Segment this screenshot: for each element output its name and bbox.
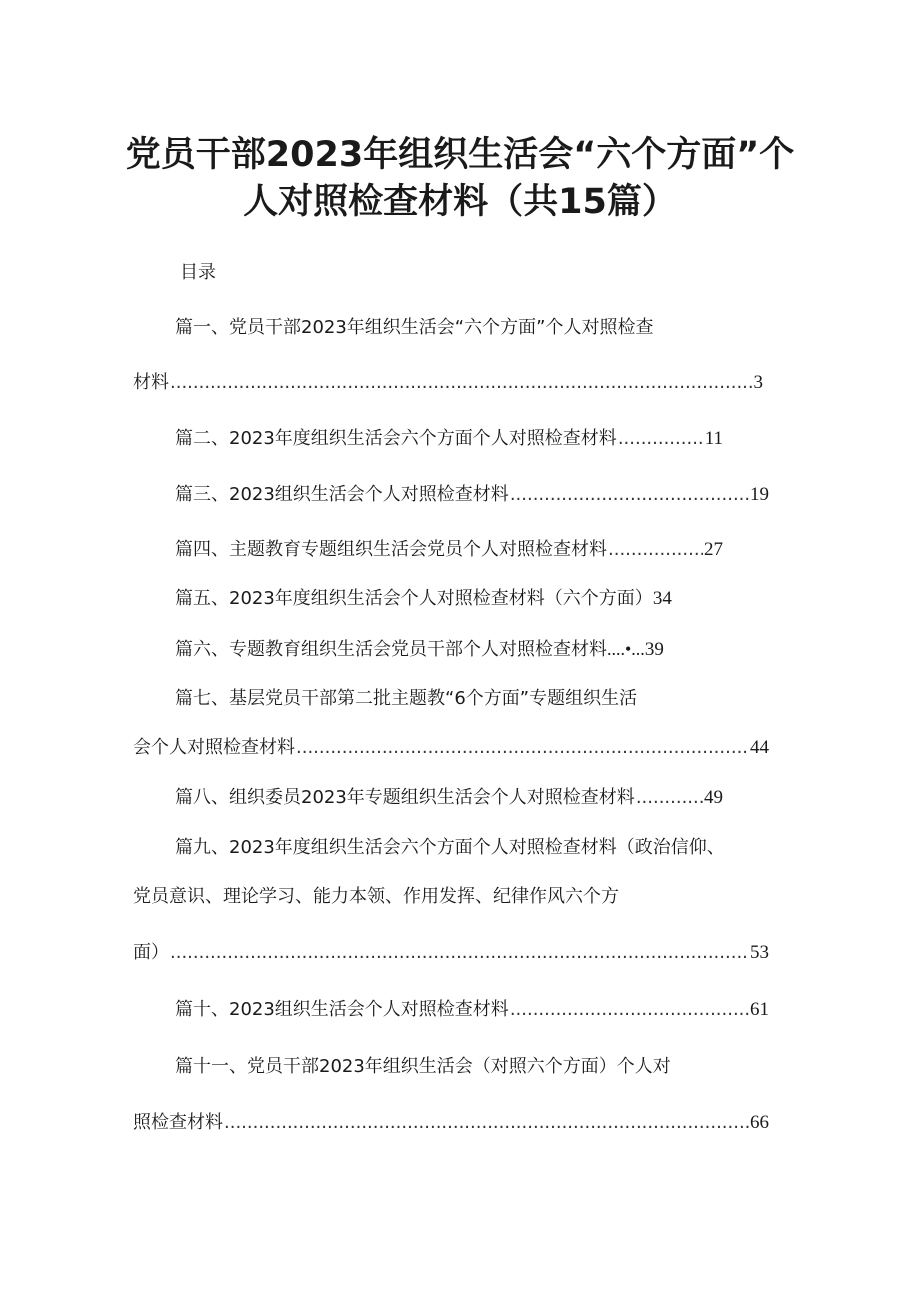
toc-entry-11-page: 66 bbox=[750, 1112, 769, 1133]
toc-entry-9-continuation-mid[interactable]: 党员意识、理论学习、能力本领、作用发挥、纪律作风六个方 bbox=[133, 886, 619, 907]
toc-heading: 目录 bbox=[180, 262, 216, 283]
toc-entry-6-page: 39 bbox=[644, 639, 664, 660]
toc-entry-8[interactable] bbox=[175, 785, 723, 811]
toc-entry-3-text: 篇三、2023组织生活会个人对照检查材料 bbox=[175, 484, 509, 505]
toc-entry-5-text: 篇五、2023年度组织生活会个人对照检查材料（六个方面） bbox=[175, 588, 653, 609]
toc-entry-2[interactable] bbox=[175, 426, 723, 452]
dot-leader bbox=[170, 370, 753, 396]
toc-entry-7-text[interactable]: 篇七、基层党员干部第二批主题教“6个方面”专题组织生活 bbox=[175, 688, 638, 709]
toc-entry-10[interactable] bbox=[175, 997, 769, 1023]
toc-entry-9-cont-text: 面） bbox=[133, 942, 169, 963]
toc-entry-10-page: 61 bbox=[750, 999, 769, 1020]
toc-entry-5-page: 34 bbox=[652, 588, 672, 609]
dot-leader bbox=[170, 940, 749, 966]
dot-leader bbox=[636, 785, 703, 811]
dot-leader bbox=[224, 1110, 749, 1136]
toc-entry-8-page: 49 bbox=[704, 787, 723, 808]
toc-entry-2-text: 篇二、2023年度组织生活会六个方面个人对照检查材料 bbox=[175, 428, 617, 449]
toc-entry-1-cont-text: 材料 bbox=[133, 372, 169, 393]
toc-entry-9-text[interactable]: 篇九、2023年度组织生活会六个方面个人对照检查材料（政治信仰、 bbox=[175, 837, 725, 858]
toc-entry-1-continuation[interactable] bbox=[133, 370, 763, 396]
toc-entry-11-cont-text: 照检查材料 bbox=[133, 1112, 223, 1133]
toc-entry-9-continuation[interactable] bbox=[133, 940, 769, 966]
toc-entry-11-continuation[interactable] bbox=[133, 1110, 769, 1136]
dot-leader bbox=[510, 997, 749, 1023]
toc-entry-9-page: 53 bbox=[750, 942, 769, 963]
toc-entry-6[interactable] bbox=[175, 636, 664, 663]
document-title-line-2: 人对照检查材料（共15篇） bbox=[243, 182, 677, 222]
toc-entry-2-page: 11 bbox=[704, 428, 723, 449]
toc-entry-6-leader-mark: ....•... bbox=[607, 639, 645, 659]
toc-entry-1-page: 3 bbox=[753, 372, 763, 393]
toc-entry-7-continuation[interactable] bbox=[133, 735, 769, 761]
dot-leader bbox=[296, 735, 749, 761]
toc-entry-4-text: 篇四、主题教育专题组织生活会党员个人对照检查材料 bbox=[175, 539, 607, 560]
toc-entry-6-text: 篇六、专题教育组织生活会党员干部个人对照检查材料 bbox=[175, 639, 607, 660]
toc-entry-3-page: 19 bbox=[750, 484, 769, 505]
toc-entry-11-text[interactable]: 篇十一、党员干部2023年组织生活会（对照六个方面）个人对 bbox=[175, 1056, 671, 1077]
toc-entry-5[interactable] bbox=[175, 586, 672, 612]
toc-entry-4-page: 27 bbox=[704, 539, 723, 560]
toc-entry-7-page: 44 bbox=[750, 737, 769, 758]
dot-leader bbox=[608, 537, 703, 563]
toc-entry-8-text: 篇八、组织委员2023年专题组织生活会个人对照检查材料 bbox=[175, 787, 635, 808]
toc-entry-1-text[interactable]: 篇一、党员干部2023年组织生活会“六个方面”个人对照检查 bbox=[175, 317, 654, 338]
document-title-line-1: 党员干部2023年组织生活会“六个方面”个 bbox=[125, 135, 795, 175]
dot-leader bbox=[510, 482, 749, 508]
dot-leader bbox=[618, 426, 704, 452]
toc-entry-4[interactable] bbox=[175, 537, 723, 563]
toc-entry-10-text: 篇十、2023组织生活会个人对照检查材料 bbox=[175, 999, 509, 1020]
toc-entry-7-cont-text: 会个人对照检查材料 bbox=[133, 737, 295, 758]
toc-entry-3[interactable] bbox=[175, 482, 769, 508]
